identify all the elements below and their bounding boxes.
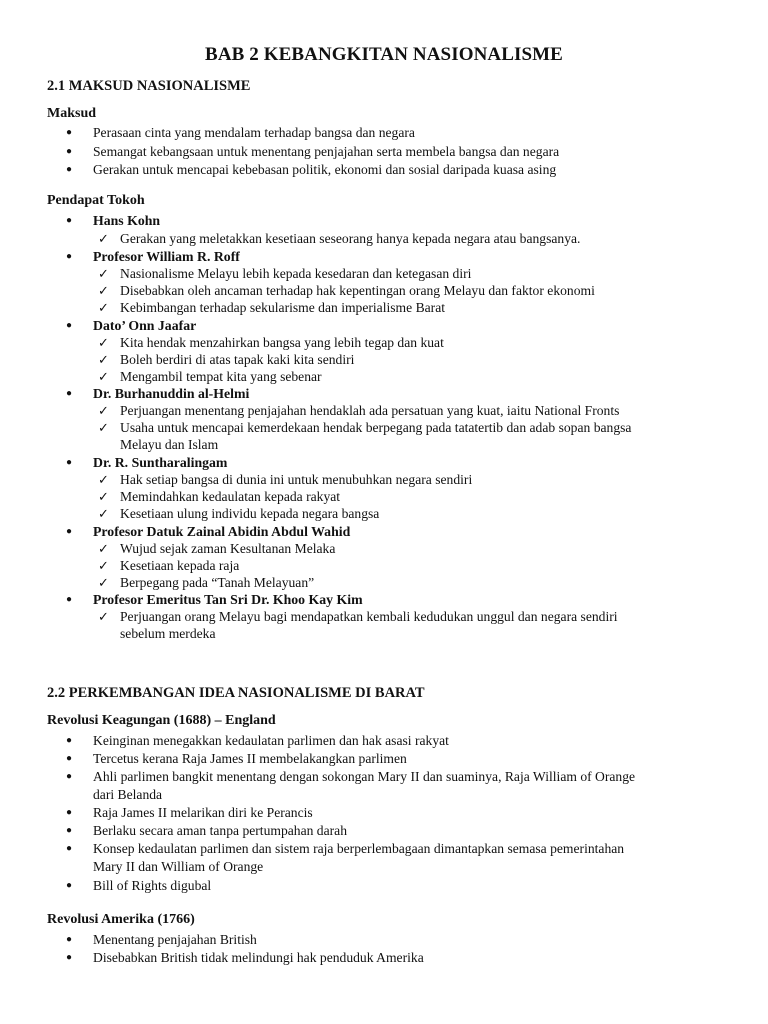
tokoh-name: Hans Kohn — [93, 213, 161, 228]
tokoh-point-continuation: Melayu dan Islam — [120, 437, 219, 452]
bullet-icon: ● — [66, 843, 73, 854]
bullet-icon: ● — [66, 457, 73, 468]
tokoh-point: Gerakan yang meletakkan kesetiaan seseorang hanya kepada negara atau bangsanya. — [120, 231, 581, 246]
list-item-continuation: Mary II dan William of Orange — [93, 859, 264, 874]
check-icon: ✓ — [98, 506, 109, 521]
check-icon: ✓ — [98, 300, 109, 315]
check-icon: ✓ — [98, 541, 109, 556]
tokoh-point: Kesetiaan kepada raja — [120, 558, 240, 573]
tokoh-point: Wujud sejak zaman Kesultanan Melaka — [120, 541, 336, 556]
list-item: Konsep kedaulatan parlimen dan sistem raja berperlembagaan dimantapkan semasa pemerintahan — [93, 841, 625, 856]
check-icon: ✓ — [98, 575, 109, 590]
tokoh-name: Profesor William R. Roff — [93, 249, 240, 264]
tokoh-point-continuation: sebelum merdeka — [120, 626, 216, 641]
tokoh-name: Profesor Emeritus Tan Sri Dr. Khoo Kay Kim — [93, 592, 363, 607]
list-item: Gerakan untuk mencapai kebebasan politik, ekonomi dan sosial daripada kuasa asing — [93, 162, 557, 177]
document-title: BAB 2 KEBANGKITAN NASIONALISME — [205, 44, 563, 65]
tokoh-point: Hak setiap bangsa di dunia ini untuk menubuhkan negara sendiri — [120, 472, 473, 487]
list-item: Bill of Rights digubal — [93, 878, 212, 893]
tokoh-point: Perjuangan menentang penjajahan hendaklah ada persatuan yang kuat, iaitu National Fronts — [120, 403, 620, 418]
tokoh-point: Disebabkan oleh ancaman terhadap hak kepentingan orang Melayu dan faktor ekonomi — [120, 283, 595, 298]
bullet-icon: ● — [66, 526, 73, 537]
list-item: Keinginan menegakkan kedaulatan parlimen dan hak asasi rakyat — [93, 733, 449, 748]
check-icon: ✓ — [98, 283, 109, 298]
tokoh-point: Nasionalisme Melayu lebih kepada kesedaran dan ketegasan diri — [120, 266, 472, 281]
tokoh-name: Dr. Burhanuddin al-Helmi — [93, 386, 250, 401]
list-item: Semangat kebangsaan untuk menentang penjajahan serta membela bangsa dan negara — [93, 144, 560, 159]
list-item: Raja James II melarikan diri ke Perancis — [93, 805, 313, 820]
bullet-icon: ● — [66, 388, 73, 399]
bullet-icon: ● — [66, 215, 73, 226]
list-item: Disebabkan British tidak melindungi hak penduduk Amerika — [93, 950, 424, 965]
tokoh-point: Berpegang pada “Tanah Melayuan” — [120, 575, 315, 590]
bullet-icon: ● — [66, 127, 73, 138]
section-heading-2-2: 2.2 PERKEMBANGAN IDEA NASIONALISME DI BARAT — [47, 685, 425, 701]
bullet-icon: ● — [66, 952, 73, 963]
check-icon: ✓ — [98, 231, 109, 246]
check-icon: ✓ — [98, 335, 109, 350]
check-icon: ✓ — [98, 489, 109, 504]
tokoh-point: Kita hendak menzahirkan bangsa yang lebih tegap dan kuat — [120, 335, 444, 350]
check-icon: ✓ — [98, 558, 109, 573]
tokoh-point: Mengambil tempat kita yang sebenar — [120, 369, 322, 384]
list-item: Tercetus kerana Raja James II membelakangkan parlimen — [93, 751, 407, 766]
check-icon: ✓ — [98, 352, 109, 367]
tokoh-name: Dato’ Onn Jaafar — [93, 318, 197, 333]
tokoh-point: Perjuangan orang Melayu bagi mendapatkan kembali kedudukan unggul dan negara sendiri — [120, 609, 618, 624]
bullet-icon: ● — [66, 771, 73, 782]
check-icon: ✓ — [98, 609, 109, 624]
list-item: Perasaan cinta yang mendalam terhadap bangsa dan negara — [93, 125, 415, 140]
bullet-icon: ● — [66, 251, 73, 262]
subheading-pendapat-tokoh: Pendapat Tokoh — [47, 193, 145, 208]
tokoh-point: Boleh berdiri di atas tapak kaki kita sendiri — [120, 352, 355, 367]
subheading-revolusi-amerika: Revolusi Amerika (1766) — [47, 912, 195, 927]
list-item: Menentang penjajahan British — [93, 932, 257, 947]
subheading-maksud: Maksud — [47, 106, 97, 121]
tokoh-name: Profesor Datuk Zainal Abidin Abdul Wahid — [93, 524, 351, 539]
subheading-revolusi-keagungan: Revolusi Keagungan (1688) – England — [47, 713, 276, 728]
bullet-icon: ● — [66, 934, 73, 945]
section-heading-2-1: 2.1 MAKSUD NASIONALISME — [47, 78, 251, 94]
check-icon: ✓ — [98, 266, 109, 281]
tokoh-point: Kebimbangan terhadap sekularisme dan imperialisme Barat — [120, 300, 446, 315]
check-icon: ✓ — [98, 403, 109, 418]
check-icon: ✓ — [98, 369, 109, 384]
tokoh-point: Kesetiaan ulung individu kepada negara bangsa — [120, 506, 380, 521]
bullet-icon: ● — [66, 735, 73, 746]
tokoh-name: Dr. R. Suntharalingam — [93, 455, 228, 470]
list-item: Berlaku secara aman tanpa pertumpahan darah — [93, 823, 348, 838]
list-item: Ahli parlimen bangkit menentang dengan sokongan Mary II dan suaminya, Raja William of Orange — [93, 769, 636, 784]
bullet-icon: ● — [66, 594, 73, 605]
bullet-icon: ● — [66, 880, 73, 891]
check-icon: ✓ — [98, 420, 109, 435]
list-item-continuation: dari Belanda — [93, 787, 163, 802]
bullet-icon: ● — [66, 164, 73, 175]
tokoh-point: Usaha untuk mencapai kemerdekaan hendak berpegang pada tatatertib dan adab sopan bangsa — [120, 420, 632, 435]
tokoh-point: Memindahkan kedaulatan kepada rakyat — [120, 489, 341, 504]
bullet-icon: ● — [66, 320, 73, 331]
bullet-icon: ● — [66, 146, 73, 157]
bullet-icon: ● — [66, 753, 73, 764]
bullet-icon: ● — [66, 807, 73, 818]
check-icon: ✓ — [98, 472, 109, 487]
bullet-icon: ● — [66, 825, 73, 836]
